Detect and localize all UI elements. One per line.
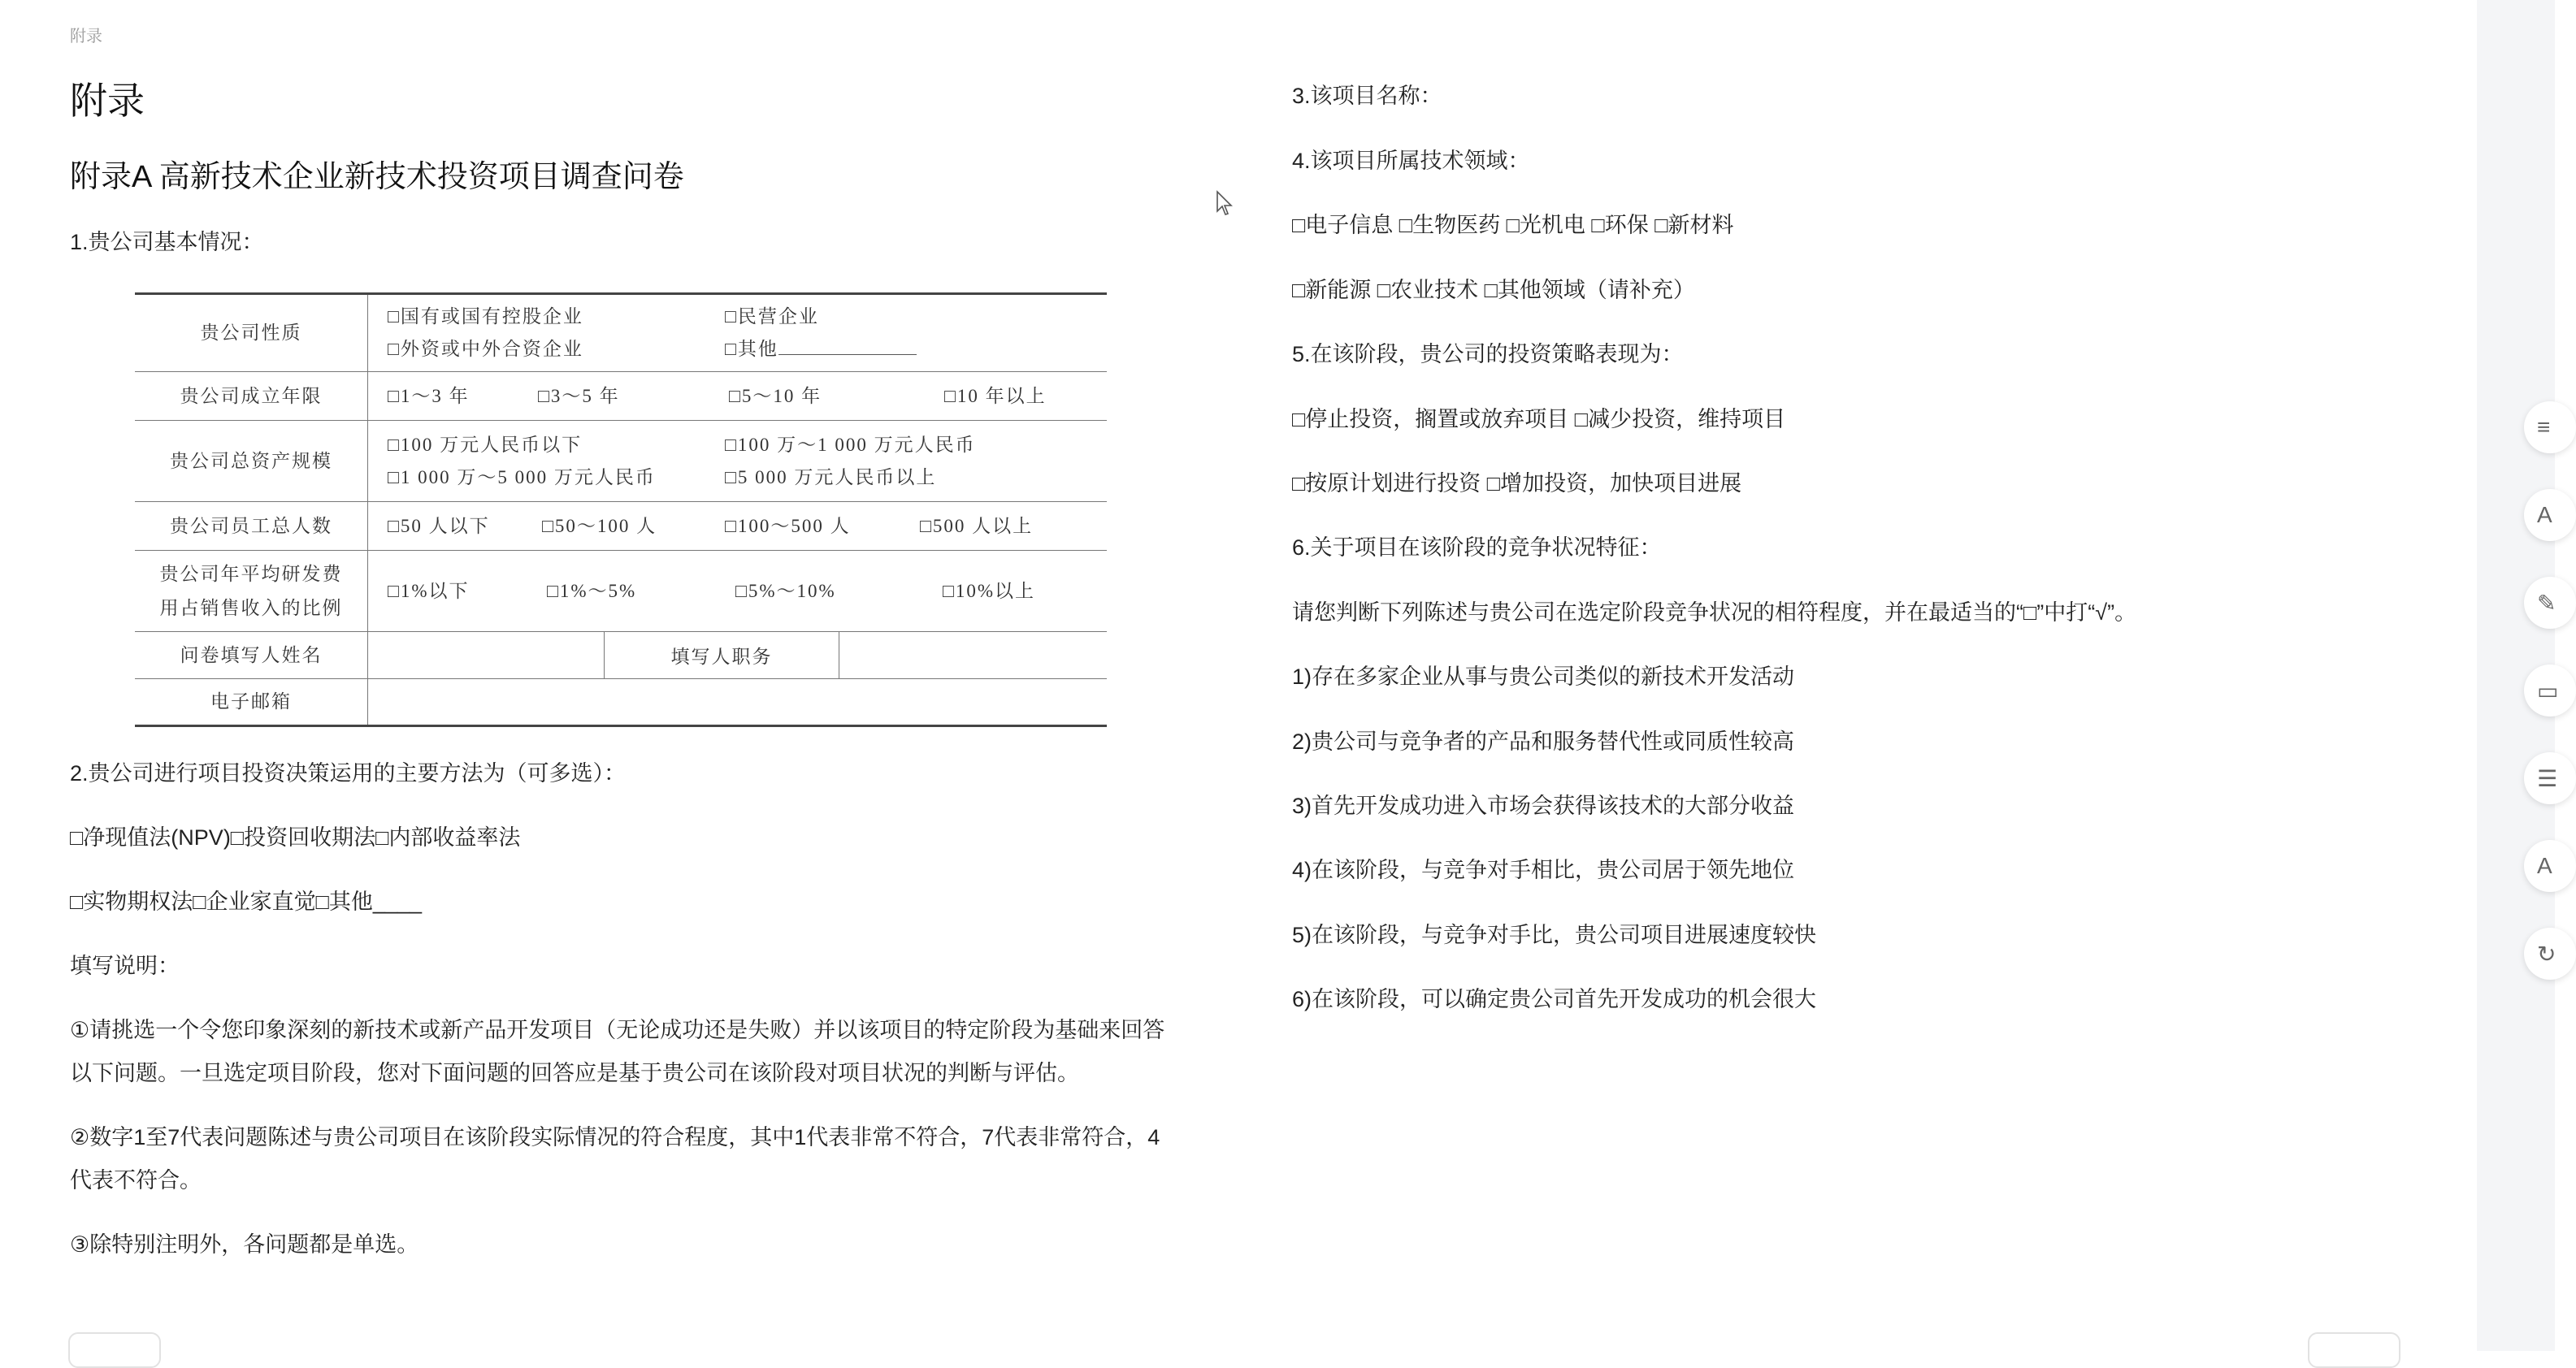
table-label: 电子邮箱 (135, 679, 368, 726)
right-toolbar (2477, 0, 2559, 1351)
right-line: 6)在该阶段，可以确定贵公司首先开发成功的机会很大 (1292, 987, 1817, 1011)
table-label: 贵公司总资产规模 (135, 421, 368, 502)
question-2-options-1: □净现值法(NPV)□投资回收期法□内部收益率法 (70, 825, 521, 850)
right-line: □按原计划进行投资 □增加投资，加快项目进展 (1292, 471, 1742, 496)
table-label: 填写人职务 (605, 632, 839, 679)
right-line: 3)首先开发成功进入市场会获得该技术的大部分收益 (1292, 794, 1795, 818)
bottom-left-tab[interactable] (68, 1332, 161, 1368)
right-line: 2)贵公司与竞争者的产品和服务替代性或同质性较高 (1292, 729, 1795, 754)
option[interactable]: □国有或国有控股企业 (388, 306, 583, 327)
option[interactable]: □10 年以上 (944, 385, 1047, 406)
right-line: 3.该项目名称： (1292, 84, 1442, 108)
menu-icon[interactable]: ≡ (2524, 401, 2576, 453)
position-input-cell[interactable] (839, 632, 1108, 679)
option[interactable]: □5%～10% (735, 580, 836, 601)
table-label: 问卷填写人姓名 (135, 632, 368, 679)
table-label: 贵公司员工总人数 (135, 502, 368, 551)
right-line: 1)存在多家企业从事与贵公司类似的新技术开发活动 (1292, 665, 1795, 689)
right-line: □电子信息 □生物医药 □光机电 □环保 □新材料 (1292, 213, 1734, 237)
blank-line (778, 336, 917, 355)
option[interactable]: □50～100 人 (542, 515, 657, 536)
right-line: 请您判断下列陈述与贵公司在选定阶段竞争状况的相符程度，并在最适当的“□”中打“√”。 (1292, 600, 2137, 625)
right-line: 4)在该阶段，与竞争对手相比，贵公司居于领先地位 (1292, 858, 1795, 882)
right-line: 5)在该阶段，与竞争对手比，贵公司项目进展速度较快 (1292, 923, 1817, 947)
option[interactable]: □500 人以上 (920, 515, 1034, 536)
option[interactable]: □100 万～1 000 万元人民币 (725, 434, 976, 455)
option[interactable]: □5 000 万元人民币以上 (725, 466, 937, 487)
right-line: □新能源 □农业技术 □其他领域（请补充） (1292, 278, 1695, 302)
option[interactable]: □民营企业 (725, 306, 819, 327)
option[interactable]: □10%以上 (943, 580, 1036, 601)
text-icon[interactable]: A (2524, 840, 2576, 892)
option[interactable]: □1～3 年 (388, 385, 470, 406)
email-input-cell[interactable] (368, 679, 1108, 726)
section-heading: 附录A 高新技术企业新技术投资项目调查问卷 (70, 160, 684, 194)
option[interactable]: □1%以下 (388, 580, 470, 601)
comment-icon[interactable]: ▭ (2524, 665, 2576, 716)
name-input-cell[interactable] (368, 632, 605, 679)
list-icon[interactable]: ☰ (2524, 752, 2576, 804)
question-2-options-2: □实物期权法□企业家直觉□其他____ (70, 890, 422, 914)
mouse-cursor-icon (1216, 190, 1235, 218)
note-1: ①请挑选一个令您印象深刻的新技术或新产品开发项目（无论成功还是失败）并以该项目的特定阶段为基础来回答以下问题。一旦选定项目阶段，您对下面问题的回答应是基于贵公司在该阶段对项目状况的判断与评估。 (70, 1018, 1165, 1085)
page-title: 附录 (70, 80, 145, 122)
option[interactable]: □100～500 人 (725, 515, 851, 536)
table-label: 贵公司成立年限 (135, 372, 368, 421)
notes-title: 填写说明： (70, 954, 180, 978)
option[interactable]: □1 000 万～5 000 万元人民币 (388, 466, 656, 487)
note-3: ③除特别注明外，各问题都是单选。 (70, 1232, 419, 1257)
option-other[interactable]: □其他 (725, 335, 1050, 364)
table-label: 贵公司年平均研发费 用占销售收入的比例 (135, 551, 368, 632)
option[interactable]: □1%～5% (547, 580, 637, 601)
breadcrumb: 附录 (70, 28, 102, 45)
font-icon[interactable]: A (2524, 489, 2576, 541)
rotate-icon[interactable]: ↻ (2524, 928, 2576, 980)
right-line: □停止投资，搁置或放弃项目 □减少投资，维持项目 (1292, 407, 1786, 431)
option[interactable]: □5～10 年 (729, 385, 822, 406)
question-2: 2.贵公司进行项目投资决策运用的主要方法为（可多选）： (70, 761, 627, 786)
option[interactable]: □3～5 年 (538, 385, 620, 406)
right-line: 4.该项目所属技术领域： (1292, 149, 1530, 173)
table-label: 贵公司性质 (135, 294, 368, 372)
pen-icon[interactable]: ✎ (2524, 577, 2576, 629)
right-line: 5.在该阶段，贵公司的投资策略表现为： (1292, 342, 1684, 366)
company-info-table (135, 292, 1107, 727)
bottom-right-tab[interactable] (2308, 1332, 2400, 1368)
note-2: ②数字1至7代表问题陈述与贵公司项目在该阶段实际情况的符合程度，其中1代表非常不符合，7代表非常符合，4代表不符合。 (70, 1125, 1160, 1193)
question-1: 1.贵公司基本情况： (70, 230, 264, 254)
option[interactable]: □外资或中外合资企业 (388, 339, 583, 359)
right-line: 6.关于项目在该阶段的竞争状况特征： (1292, 535, 1662, 560)
option[interactable]: □50 人以下 (388, 515, 490, 536)
option[interactable]: □100 万元人民币以下 (388, 434, 583, 455)
